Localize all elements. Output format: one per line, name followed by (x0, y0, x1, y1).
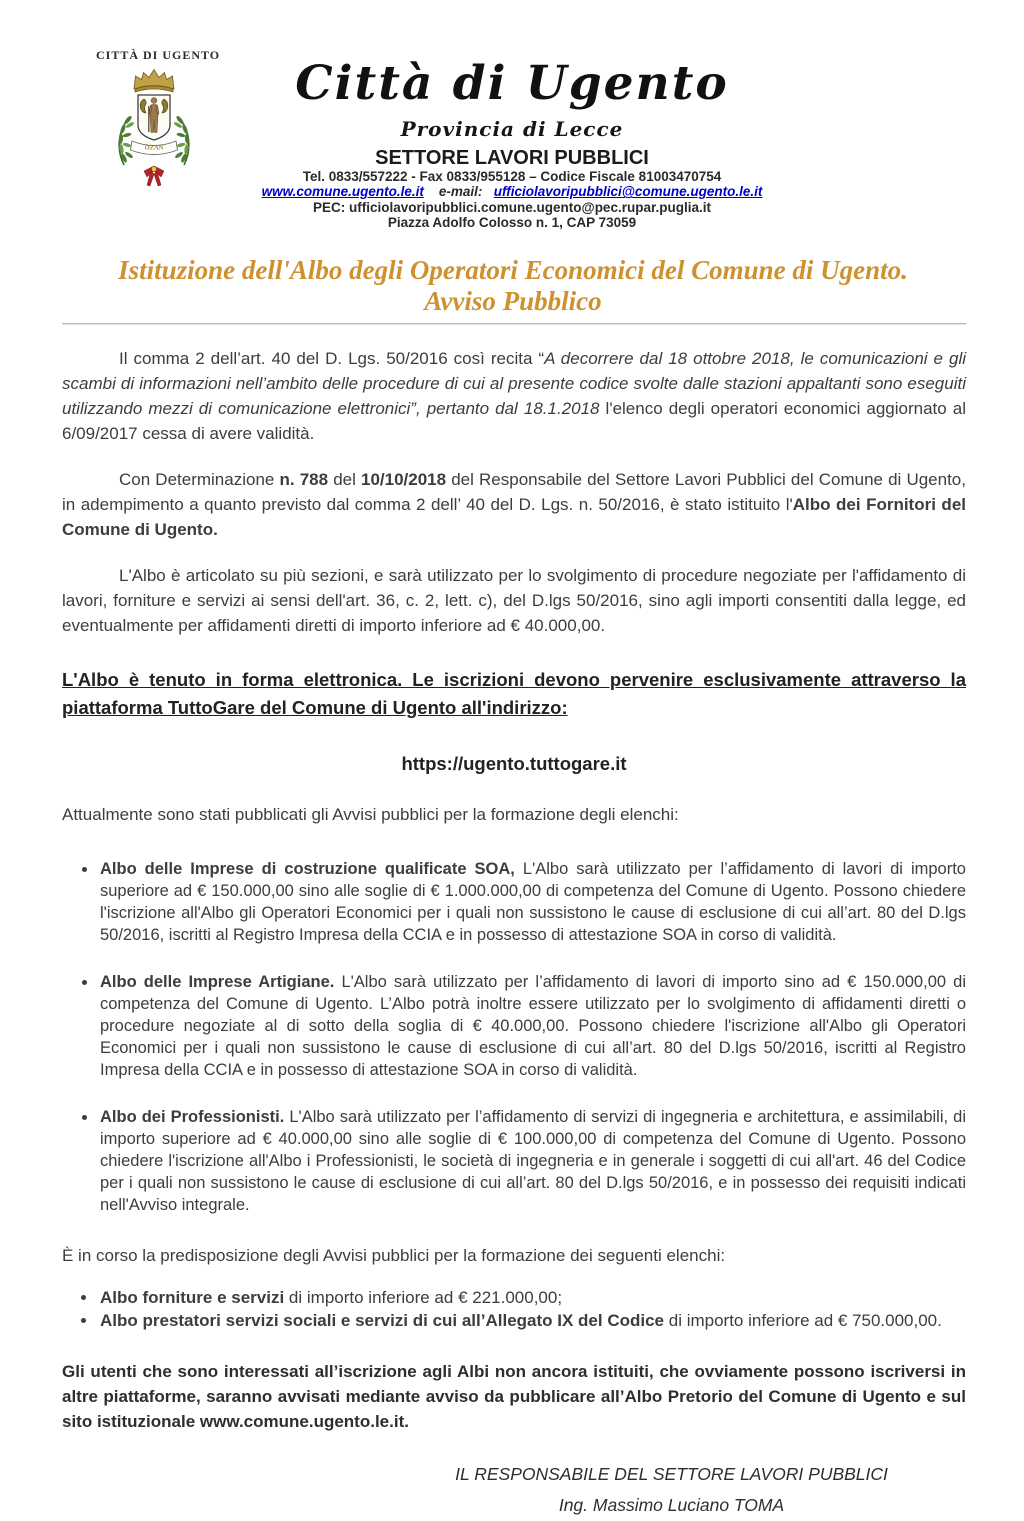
coat-of-arms-icon (104, 65, 204, 203)
signature-role: IL RESPONSABILE DEL SETTORE LAVORI PUBBLICI (455, 1463, 888, 1484)
crest-label: CITTÀ DI UGENTO (96, 48, 221, 62)
list-item-professionisti (98, 1106, 966, 1216)
list-item-artigiane-text: L'Albo sarà utilizzato per l’affidamento di lavori di importo sino ad € 150.000,00 di competenza del Comune di Ugento. L’Albo potrà inoltre essere utilizzato per lo svolgimento di affidamenti diretti o procedure negoziate al di sotto della soglia di € 40.000,00. Possono chiedere l'iscrizione all'Albo gli Operatori Economici per i quali non sussistono le cause di esclusione di cui all’art. 80 del D.lgs 50/2016, iscritti al Registro Impresa della CCIA e in possesso di attestazione SOA in corso di validità. (100, 972, 966, 1079)
list-item-servizi-sociali-text: di importo inferiore ad € 750.000,00. (664, 1310, 942, 1330)
website-link[interactable]: www.comune.ugento.le.it (261, 184, 424, 200)
published-lists (62, 858, 966, 1216)
paragraph-albo-structure: L'Albo è articolato su più sezioni, e sarà utilizzato per lo svolgimento di procedure negoziate per l'affidamento di lavori, forniture e servizi ai sensi dell'art. 36, c. 2, lett. c), del D.lgs 50/2016, sino agli importi consentiti dalla legge, ed eventualmente per affidamenti diretti di importo inferiore ad € 40.000,00. (62, 565, 966, 635)
list-item-forniture-title: Albo forniture e servizi (100, 1287, 285, 1307)
closing-notice: Gli utenti che sono interessati all’iscrizione agli Albi non ancora istituiti, che ovviamente possono iscriversi in altre piattaforme, saranno avvisati mediante avviso da pubblicare all’Albo Pretorio del Comune di Ugento e sul sito istituzionale www.comune.ugento.le.it. (62, 1361, 966, 1431)
list-item-forniture (98, 1286, 966, 1309)
list-item-forniture-text: di importo inferiore ad € 221.000,00; (284, 1287, 563, 1307)
upcoming-lists (62, 1286, 966, 1332)
crest-motto-text: OZAN (144, 144, 163, 152)
municipal-crest (96, 48, 221, 208)
province-name: Provincia di Lecce (400, 116, 624, 141)
p2-albo-name: Albo dei Fornitori del Comune di Ugento. (62, 494, 966, 539)
department-name: SETTORE LAVORI PUBBLICI (375, 146, 649, 169)
p1-run3: l'elenco degli operatori economici aggiornato al 6/09/2017 cessa di avere validità. (62, 398, 967, 443)
p1-run1: Il comma 2 dell’art. 40 del D. Lgs. 50/2016 così recita “ (119, 348, 545, 368)
title-divider (62, 323, 966, 325)
list-item-soa (98, 858, 966, 946)
document-title (62, 255, 964, 317)
p2-determination-date: 10/10/2018 (361, 469, 447, 489)
published-lists-intro: Attualmente sono stati pubblicati gli Avvisi pubblici per la formazione degli elenchi: (62, 804, 679, 824)
email-link[interactable]: ufficiolavoripubblici@comune.ugento.le.it (493, 184, 763, 200)
platform-url: https://ugento.tuttogare.it (401, 752, 627, 774)
email-label: e-mail: (438, 184, 483, 200)
address-line: Piazza Adolfo Colosso n. 1, CAP 73059 (387, 215, 637, 231)
list-item-soa-text: L'Albo sarà utilizzato per l’affidamento di lavori di importo superiore ad € 150.000,00 sino alle soglie di € 1.000.000,00 di competenza del Comune di Ugento. Possono chiedere l'iscrizione all'Albo gli Operatori Economici per i quali non sussistono le cause di esclusione di cui all’art. 80 del D.lgs 50/2016, iscritti al Registro Impresa della CCIA e in possesso di attestazione SOA in corso di validità. (100, 859, 966, 944)
signature-block (62, 1459, 966, 1521)
list-item-professionisti-text: L'Albo sarà utilizzato per l’affidamento di servizi di ingegneria e architettura, e assimilabili, di importo superiore ad € 40.000,00 sino alle soglie di € 100.000,00 di competenza del Comune di Ugento. Possono chiedere l'iscrizione all'Albo i Professionisti, le società di ingegneria e in generale i soggetti di cui all'art. 46 del Codice per i quali non sussistono le cause di esclusione di cui all’art. 80 del D.lgs 50/2016, e in possesso dei requisiti indicati nell'Avviso integrale. (100, 1107, 966, 1214)
p2-run3: del (328, 469, 361, 489)
document-body (62, 346, 966, 1521)
phone-fax-line: Tel. 0833/557222 - Fax 0833/955128 – Codice Fiscale 81003470754 (302, 168, 722, 184)
heading-electronic-registration: L'Albo è tenuto in forma elettronica. Le iscrizioni devono pervenire esclusivamente attraverso la piattaforma TuttoGare del Comune di Ugento all'indirizzo: (62, 668, 966, 718)
p2-determination-number: n. 788 (279, 469, 329, 489)
pec-line: PEC: ufficiolavoripubblici.comune.ugento@pec.rupar.puglia.it (313, 199, 711, 215)
city-name: Città di Ugento (295, 56, 729, 111)
signature-name: Ing. Massimo Luciano TOMA (558, 1494, 785, 1515)
list-item-servizi-sociali (98, 1309, 966, 1332)
list-item-artigiane-title: Albo delle Imprese Artigiane. (100, 972, 335, 991)
paragraph-law-quote (62, 346, 966, 446)
p1-quoted-italic: A decorrere dal 18 ottobre 2018, le comunicazioni e gli scambi di informazioni nell’ambito delle procedure di cui al presente codice svolte dalle stazioni appaltanti sono eseguiti utilizzando mezzi di comunicazione elettronici”, pertanto dal 18.1.2018 (62, 348, 967, 418)
list-item-servizi-sociali-title: Albo prestatori servizi sociali e servizi di cui all’Allegato IX del Codice (100, 1310, 665, 1330)
document-title-line1: Istituzione dell'Albo degli Operatori Economici del Comune di Ugento. (118, 254, 908, 285)
list-item-professionisti-title: Albo dei Professionisti. (100, 1107, 285, 1126)
list-item-artigiane (98, 971, 966, 1081)
p2-run5: del Responsabile del Settore Lavori Pubblici del Comune di Ugento, in adempimento a quanto previsto dal comma 2 dell’ 40 del D. Lgs. n. 50/2016, è stato istituito l' (62, 469, 966, 514)
list-item-soa-title: Albo delle Imprese di costruzione qualificate SOA, (100, 859, 515, 878)
paragraph-determination (62, 467, 966, 542)
p2-run1: Con Determinazione (119, 469, 280, 489)
document-title-line2: Avviso Pubblico (424, 285, 602, 316)
upcoming-lists-intro: È in corso la predisposizione degli Avvisi pubblici per la formazione dei seguenti elenchi: (62, 1245, 726, 1265)
